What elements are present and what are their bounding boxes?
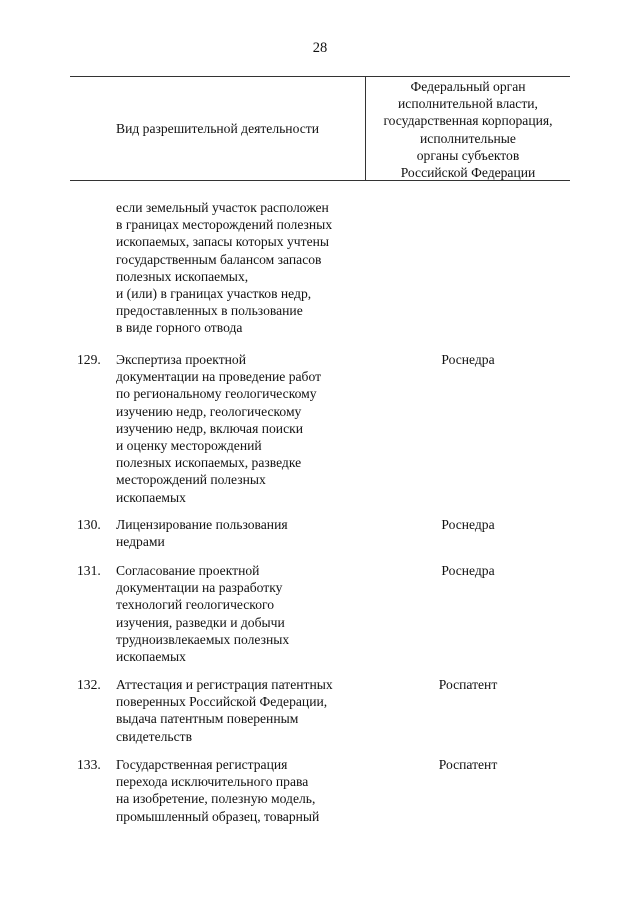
row-number: 130. — [77, 517, 101, 532]
continuation-line: ископаемых, запасы которых учтены — [116, 234, 330, 250]
row-activity — [116, 676, 366, 745]
row-number: 131. — [77, 563, 101, 578]
activity-line: недрами — [116, 534, 165, 550]
activity-line: свидетельств — [116, 728, 193, 744]
row-number: 132. — [77, 677, 101, 692]
continuation-line: государственным балансом запасов — [116, 251, 322, 267]
row-activity — [116, 516, 366, 550]
activity-line: изучению недр, включая поиски — [116, 420, 303, 436]
row-authority: Роснедра — [441, 563, 495, 578]
activity-line: Лицензирование пользования — [116, 517, 288, 532]
continuation-line: и (или) в границах участков недр, — [116, 286, 312, 302]
header-authority-line: исполнительные — [420, 130, 516, 146]
header-authority-line: государственная корпорация, — [383, 113, 553, 129]
activity-line: документации на проведение работ — [116, 369, 322, 385]
row-activity — [116, 351, 366, 506]
activity-line: Экспертиза проектной — [116, 352, 246, 367]
activity-line: Государственная регистрация — [116, 757, 288, 772]
row-authority: Роспатент — [438, 677, 498, 692]
row-authority: Роснедра — [441, 352, 495, 367]
row-authority: Роснедра — [441, 517, 495, 532]
activity-line: трудноизвлекаемых полезных — [116, 631, 290, 647]
activity-line: изучению недр, геологическому — [116, 403, 302, 419]
row-authority: Роспатент — [438, 757, 498, 772]
table-top-rule — [70, 76, 570, 77]
row-activity — [116, 562, 366, 665]
header-authority-line: органы субъектов — [416, 147, 520, 163]
row-activity — [116, 756, 366, 825]
header-authority-column — [366, 78, 570, 181]
activity-line: Аттестация и регистрация патентных — [116, 677, 333, 692]
continuation-line: в границах месторождений полезных — [116, 217, 333, 233]
activity-line: ископаемых — [116, 489, 186, 505]
row-number: 129. — [77, 352, 101, 367]
activity-line: промышленный образец, товарный — [116, 808, 320, 824]
continuation-line: полезных ископаемых, — [116, 268, 249, 284]
continuation-line: в виде горного отвода — [116, 320, 243, 336]
activity-line: перехода исключительного права — [116, 774, 309, 790]
activity-line: ископаемых — [116, 649, 186, 665]
activity-line: на изобретение, полезную модель, — [116, 791, 316, 807]
activity-line: изучения, разведки и добычи — [116, 614, 285, 630]
activity-line: месторождений полезных — [116, 472, 266, 488]
continuation-line: предоставленных в пользование — [116, 303, 303, 319]
header-activity-column: Вид разрешительной деятельности — [116, 121, 319, 136]
header-authority-line: Федеральный орган — [410, 79, 526, 94]
row-number: 133. — [77, 757, 101, 772]
continuation-line: если земельный участок расположен — [116, 200, 329, 215]
activity-line: выдача патентным поверенным — [116, 711, 299, 727]
activity-line: и оценку месторождений — [116, 438, 262, 454]
activity-line: поверенных Российской Федерации, — [116, 694, 328, 710]
activity-line: Согласование проектной — [116, 563, 260, 578]
header-authority-line: Российской Федерации — [400, 165, 536, 181]
activity-line: технологий геологического — [116, 597, 275, 613]
header-authority-line: исполнительной власти, — [398, 96, 538, 112]
activity-line: по региональному геологическому — [116, 386, 317, 402]
page-number: 28 — [312, 40, 328, 56]
continuation-text — [116, 199, 366, 337]
activity-line: документации на разработку — [116, 580, 283, 596]
activity-line: полезных ископаемых, разведке — [116, 455, 302, 471]
